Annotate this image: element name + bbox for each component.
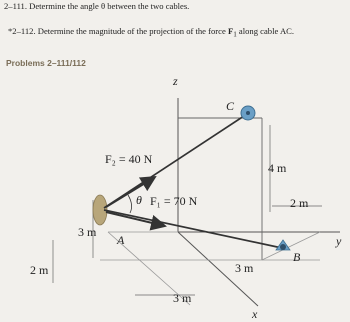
point-b-label: B	[293, 250, 301, 264]
dim-label-2m-right: 2 m	[290, 196, 309, 210]
force-f1-arrow	[106, 212, 165, 226]
problem-2-111: 2–111. Determine the angle θ between the two cables.	[4, 1, 190, 11]
pulley-c	[241, 106, 255, 120]
problem-2-112-prefix: *2–112. Determine the magnitude of the projection of the force	[8, 26, 228, 36]
force-symbol: F	[227, 26, 234, 36]
dim-label-4m: 4 m	[268, 161, 287, 175]
axis-x-label: x	[252, 307, 258, 321]
cable-ab	[104, 210, 282, 248]
dim-label-3m-left: 3 m	[78, 225, 97, 239]
problems-heading: Problems 2–111/112	[6, 58, 86, 68]
point-a-label: A	[117, 233, 125, 247]
axis-y-label: y	[336, 234, 342, 248]
force-subscript: 1	[233, 30, 237, 39]
dim-label-2m-left: 2 m	[30, 263, 49, 277]
force-f2-arrow	[106, 177, 155, 207]
dim-label-3m-bottom: 3 m	[173, 291, 192, 305]
axis-z-label: z	[173, 74, 178, 88]
force-f1-label: F₁ = 70 N	[150, 194, 198, 208]
point-c-label: C	[226, 99, 235, 113]
theta-label: θ	[136, 193, 142, 207]
pulley-b	[276, 240, 290, 250]
theta-arc	[128, 195, 132, 213]
force-f2-label: F₂ = 40 N	[105, 152, 153, 166]
problem-2-112-suffix: along cable AC.	[236, 26, 295, 36]
dim-label-3m-bottom-right: 3 m	[235, 261, 254, 275]
